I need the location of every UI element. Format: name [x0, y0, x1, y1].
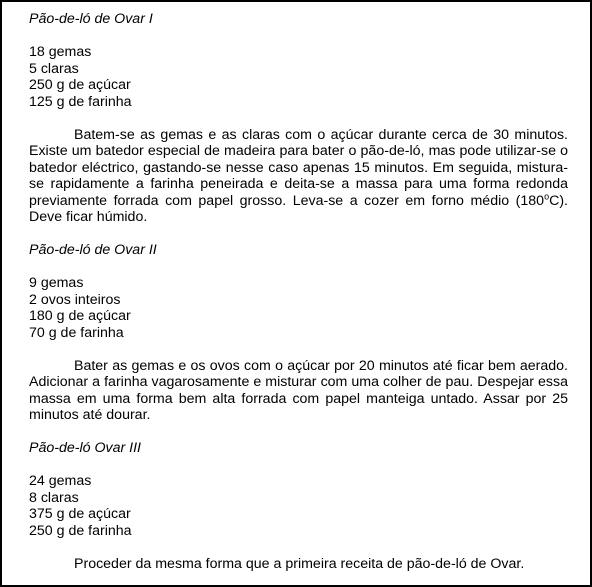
method-text: Batem-se as gemas e as claras com o açúcar durante cerca de 30 minutos. Existe um batedor especial de madeira para bater o pão-de-ló, mas pode utilizar-se o batedor eléctrico, gastando-se nesse caso apenas 15 minutos. Em seguida, mistura-se rapidamente a farinha peneirada e deita-se a massa para uma forma redonda previamente forrada com papel grosso. Leva-se a cozer em forno médio (180: [29, 126, 568, 209]
recipe-method: [29, 127, 568, 226]
ingredient-item: 5 claras: [29, 60, 79, 77]
ingredient-list: [29, 275, 568, 341]
ingredient-item: 375 g de açúcar: [29, 506, 131, 522]
recipe-title: Pão-de-ló Ovar III: [29, 440, 141, 456]
recipe-1: [29, 11, 568, 226]
ingredient-item: 250 g de farinha: [29, 522, 132, 539]
ingredient-item: 125 g de farinha: [29, 93, 132, 110]
ingredient-item: 8 claras: [29, 489, 79, 506]
ingredient-item: 24 gemas: [29, 473, 92, 489]
ingredient-item: 2 ovos inteiros: [29, 291, 121, 308]
ingredient-item: 9 gemas: [29, 275, 84, 291]
recipe-title: Pão-de-ló de Ovar II: [29, 242, 157, 258]
degree-superscript: o: [544, 190, 550, 201]
recipe-method: Bater as gemas e os ovos com o açúcar por 20 minutos até ficar bem aerado. Adicionar a farinha vagarosamente e misturar com uma colher de pau. Despejar essa massa em uma forma bem alta forrada com papel manteiga untado. Assar por 25 minutos até dourar.: [29, 357, 568, 423]
ingredient-item: 70 g de farinha: [29, 324, 124, 341]
ingredient-list: [29, 473, 568, 539]
recipe-3: [29, 440, 568, 572]
method-text-end: C). Deve ficar húmido.: [29, 192, 568, 225]
document-content: [29, 11, 568, 572]
ingredient-item: 180 g de açúcar: [29, 308, 131, 324]
recipe-method: Proceder da mesma forma que a primeira receita de pão-de-ló de Ovar.: [74, 555, 525, 572]
recipe-title: Pão-de-ló de Ovar I: [29, 11, 153, 27]
ingredient-list: [29, 44, 568, 110]
ingredient-item: 250 g de açúcar: [29, 77, 131, 93]
ingredient-item: 18 gemas: [29, 44, 92, 60]
recipe-2: [29, 242, 568, 424]
